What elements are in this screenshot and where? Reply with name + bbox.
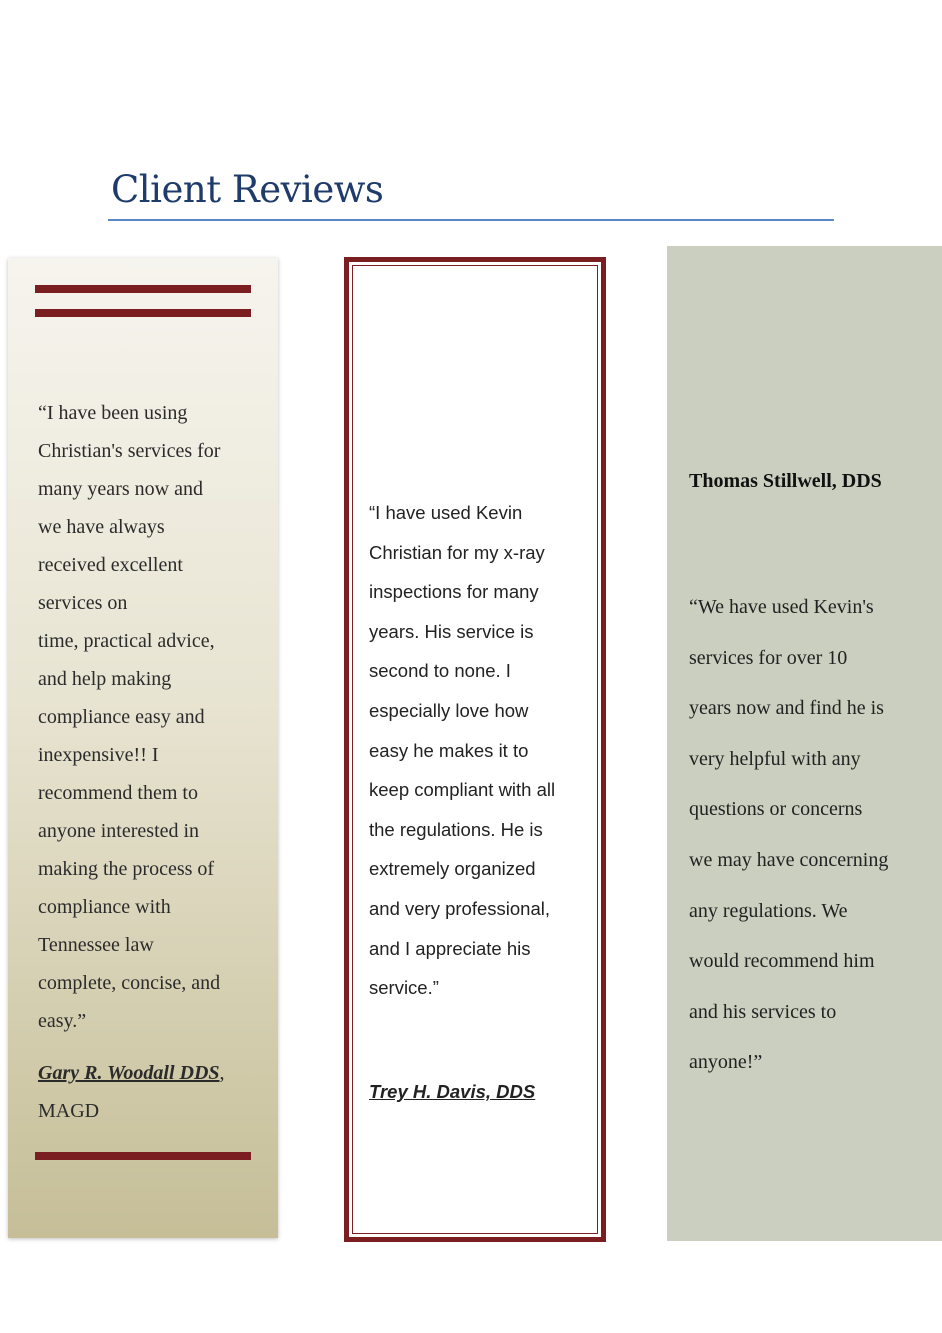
top-divider-bar-1 (35, 285, 251, 293)
review-line: compliance with (38, 896, 171, 918)
review-line: Tennessee law (38, 934, 154, 956)
review-line: extremely organized (369, 858, 536, 880)
review-line: Christian's services for (38, 440, 221, 462)
review-line: services for over 10 (689, 646, 848, 669)
review-line: and help making (38, 668, 172, 690)
author-credential: MAGD (38, 1100, 100, 1122)
review-line: service.” (369, 977, 439, 999)
review-line: especially love how (369, 699, 529, 721)
review-line: and his services to (689, 1000, 837, 1023)
review-line: and I appreciate his (369, 937, 531, 959)
review-line: compliance easy and (38, 706, 205, 728)
review-line: years. His service is (369, 620, 534, 642)
review-line: easy he makes it to (369, 739, 529, 761)
review-line: time, practical advice, (38, 630, 215, 652)
bottom-divider-bar (35, 1152, 251, 1160)
review-panel-davis (344, 257, 606, 1242)
review-line: “I have been using (38, 402, 188, 424)
author-comma: , (219, 1062, 225, 1084)
review-line: recommend them to (38, 782, 198, 804)
review-text (369, 493, 594, 1008)
review-panel-woodall (8, 258, 278, 1238)
title-underline-rule (108, 219, 834, 221)
review-line: making the process of (38, 858, 215, 880)
author-name: Trey H. Davis, DDS (369, 1081, 536, 1102)
review-line: “I have used Kevin (369, 502, 523, 523)
review-line: the regulations. He is (369, 818, 543, 840)
review-line: services on (38, 592, 128, 614)
review-line: years now and find he is (689, 697, 884, 720)
review-line: very helpful with any (689, 747, 861, 770)
top-divider-bar-2 (35, 309, 251, 317)
review-line: many years now and (38, 478, 203, 500)
review-line: easy.” (38, 1010, 87, 1032)
review-line: we may have concerning (689, 848, 889, 871)
review-line: complete, concise, and (38, 972, 221, 994)
author-name: Thomas Stillwell, DDS (689, 470, 882, 492)
review-signature (38, 1054, 274, 1130)
review-line: anyone interested in (38, 820, 200, 842)
review-line: Christian for my x-ray (369, 541, 545, 563)
review-text (38, 394, 274, 1040)
review-line: “We have used Kevin's (689, 596, 874, 618)
review-line: inspections for many (369, 581, 539, 603)
review-text (689, 582, 939, 1088)
review-line: any regulations. We (689, 899, 848, 922)
review-line: and very professional, (369, 897, 550, 919)
review-line: anyone!” (689, 1051, 763, 1074)
page-title: Client Reviews (111, 168, 384, 211)
review-panel-stillwell (667, 246, 942, 1241)
review-line: questions or concerns (689, 798, 863, 821)
review-line: inexpensive!! I (38, 744, 159, 766)
review-line: would recommend him (689, 950, 875, 973)
review-line: we have always (38, 516, 165, 538)
review-line: second to none. I (369, 660, 511, 682)
review-line: keep compliant with all (369, 779, 556, 801)
review-line: received excellent (38, 554, 183, 576)
author-name: Gary R. Woodall DDS (38, 1062, 220, 1084)
